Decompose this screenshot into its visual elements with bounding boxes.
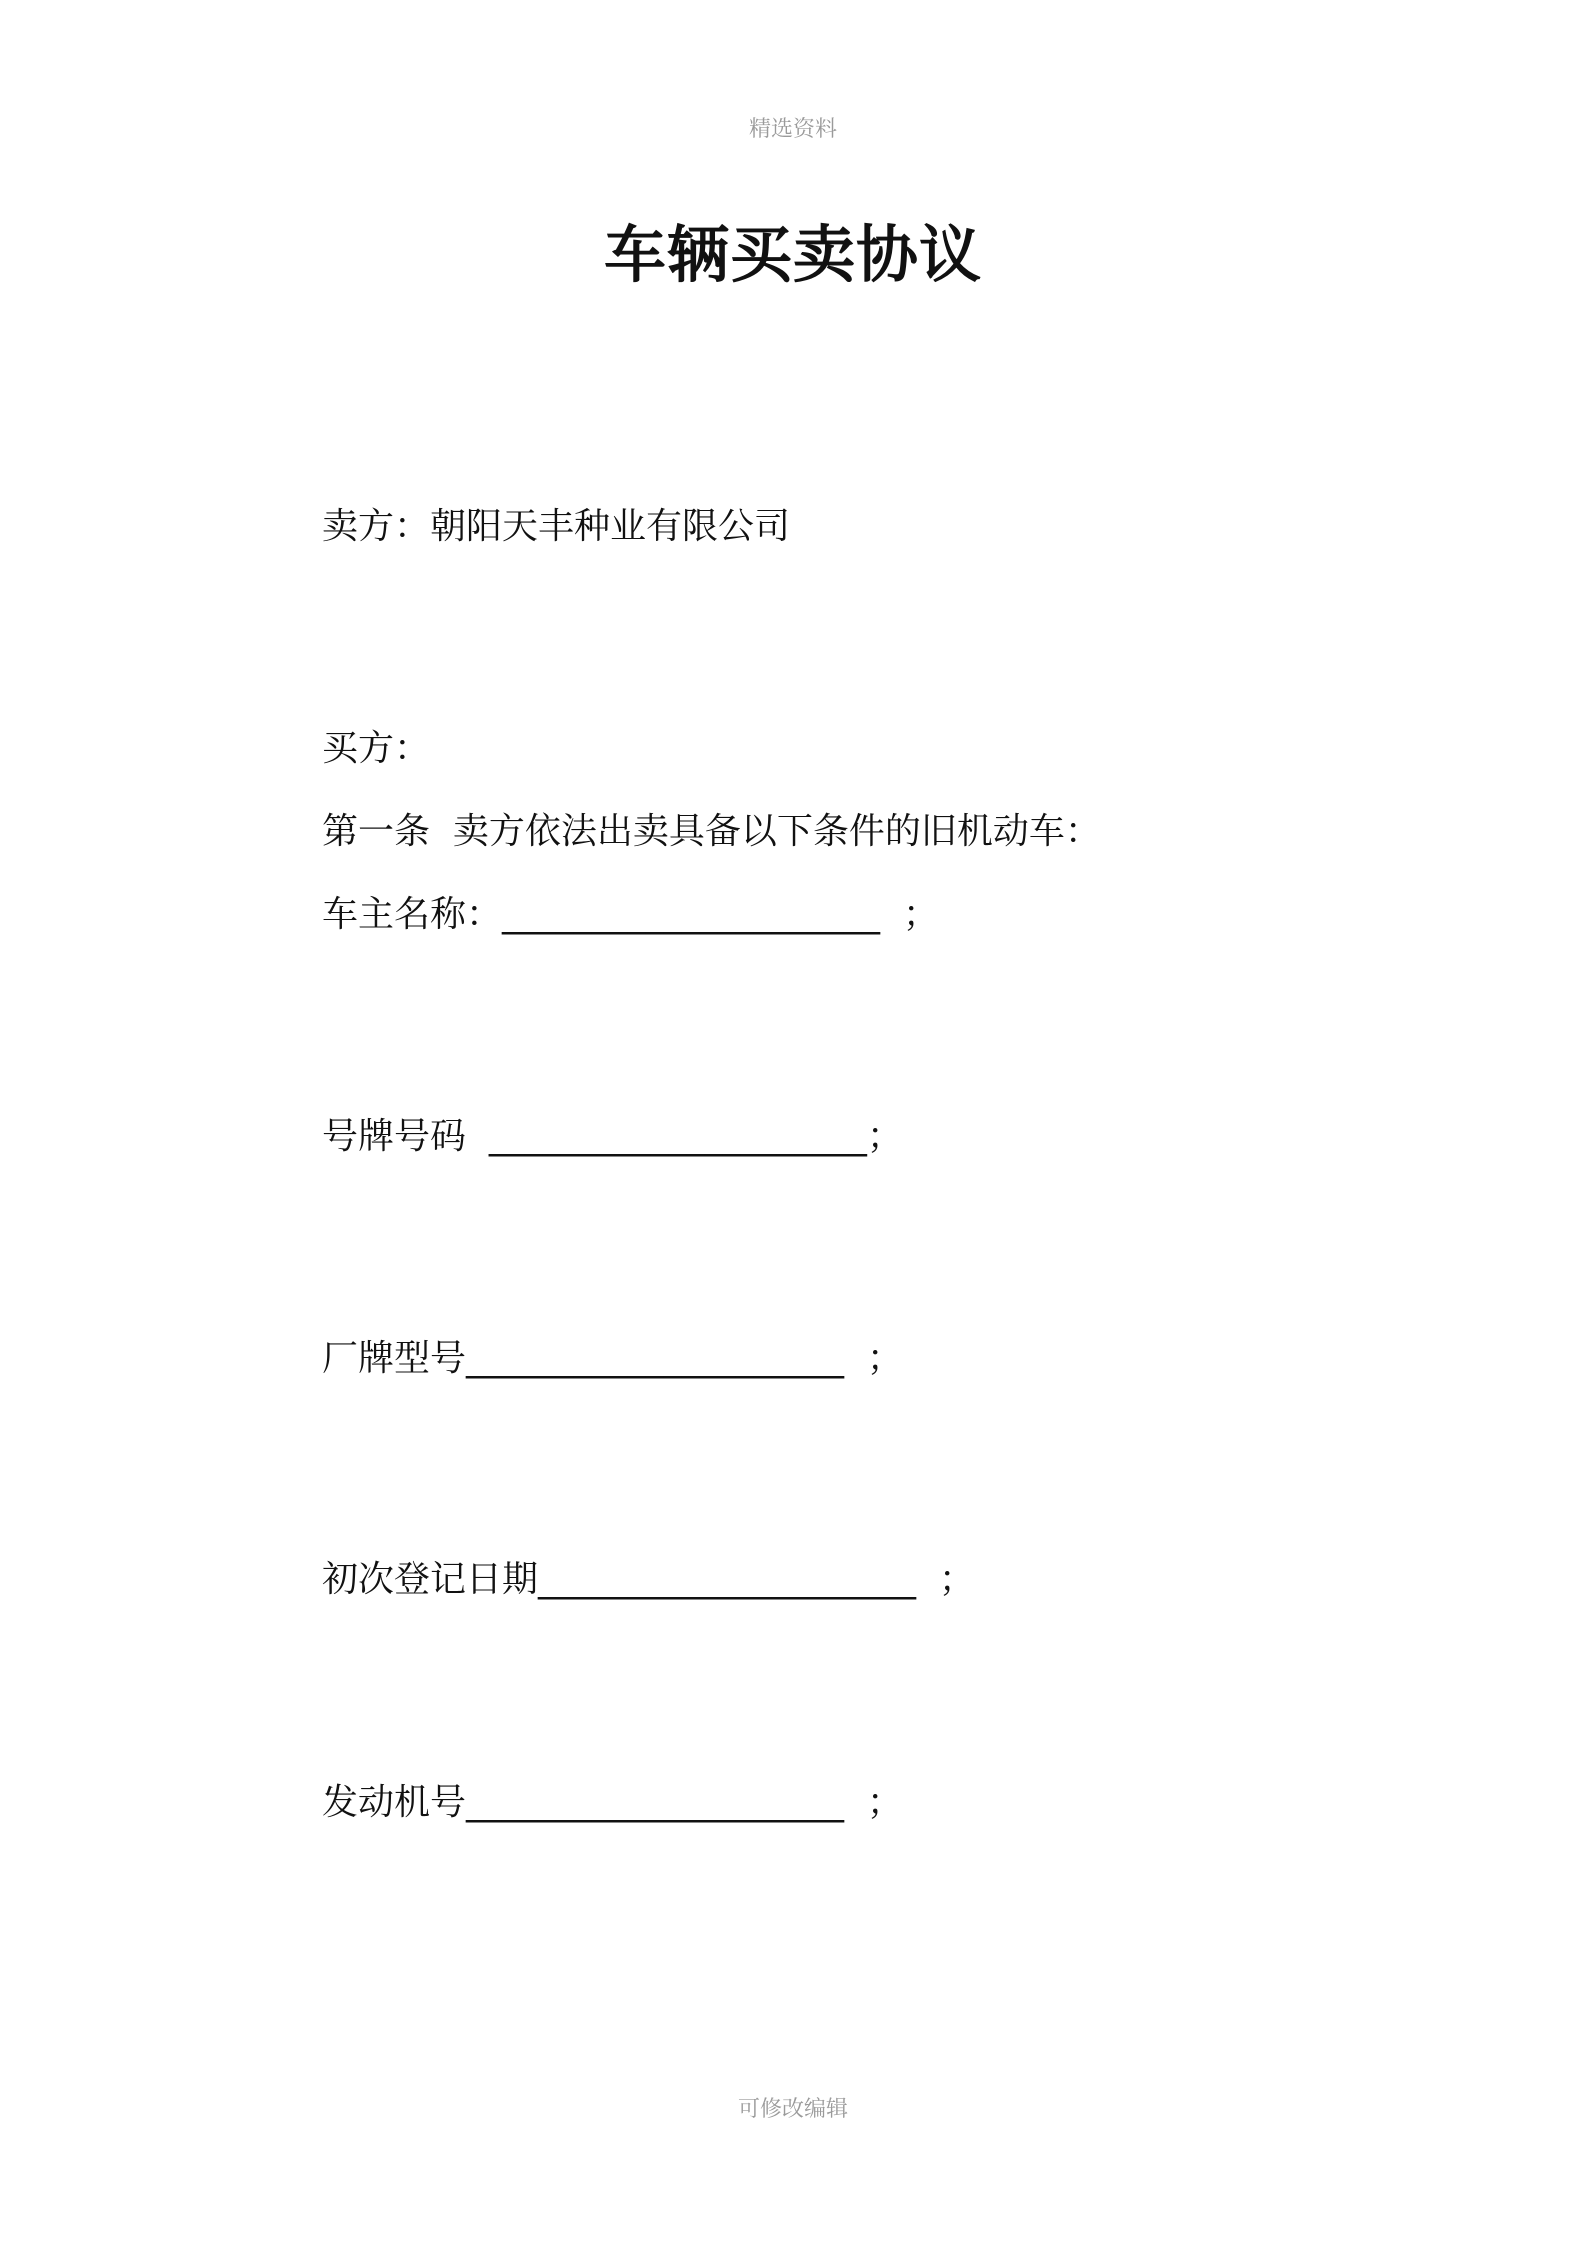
header-note: 精选资料	[748, 117, 837, 142]
buyer-line: 买方：	[322, 728, 431, 769]
first-registration-date-field: 初次登记日期_____________________ ；	[322, 1559, 975, 1600]
plate-number-field: 号牌号码 _____________________；	[322, 1116, 903, 1157]
owner-name-field: 车主名称：_____________________ ；	[322, 894, 939, 935]
seller-line: 卖方：朝阳天丰种业有限公司	[322, 506, 791, 547]
footer-note: 可修改编辑	[737, 2097, 848, 2122]
article-one-line: 第一条 卖方依法出卖具备以下条件的旧机动车：	[322, 811, 1101, 852]
document-title: 车辆买卖协议	[603, 218, 982, 291]
engine-number-field: 发动机号_____________________ ；	[322, 1782, 903, 1823]
brand-model-field: 厂牌型号_____________________ ；	[322, 1338, 903, 1379]
